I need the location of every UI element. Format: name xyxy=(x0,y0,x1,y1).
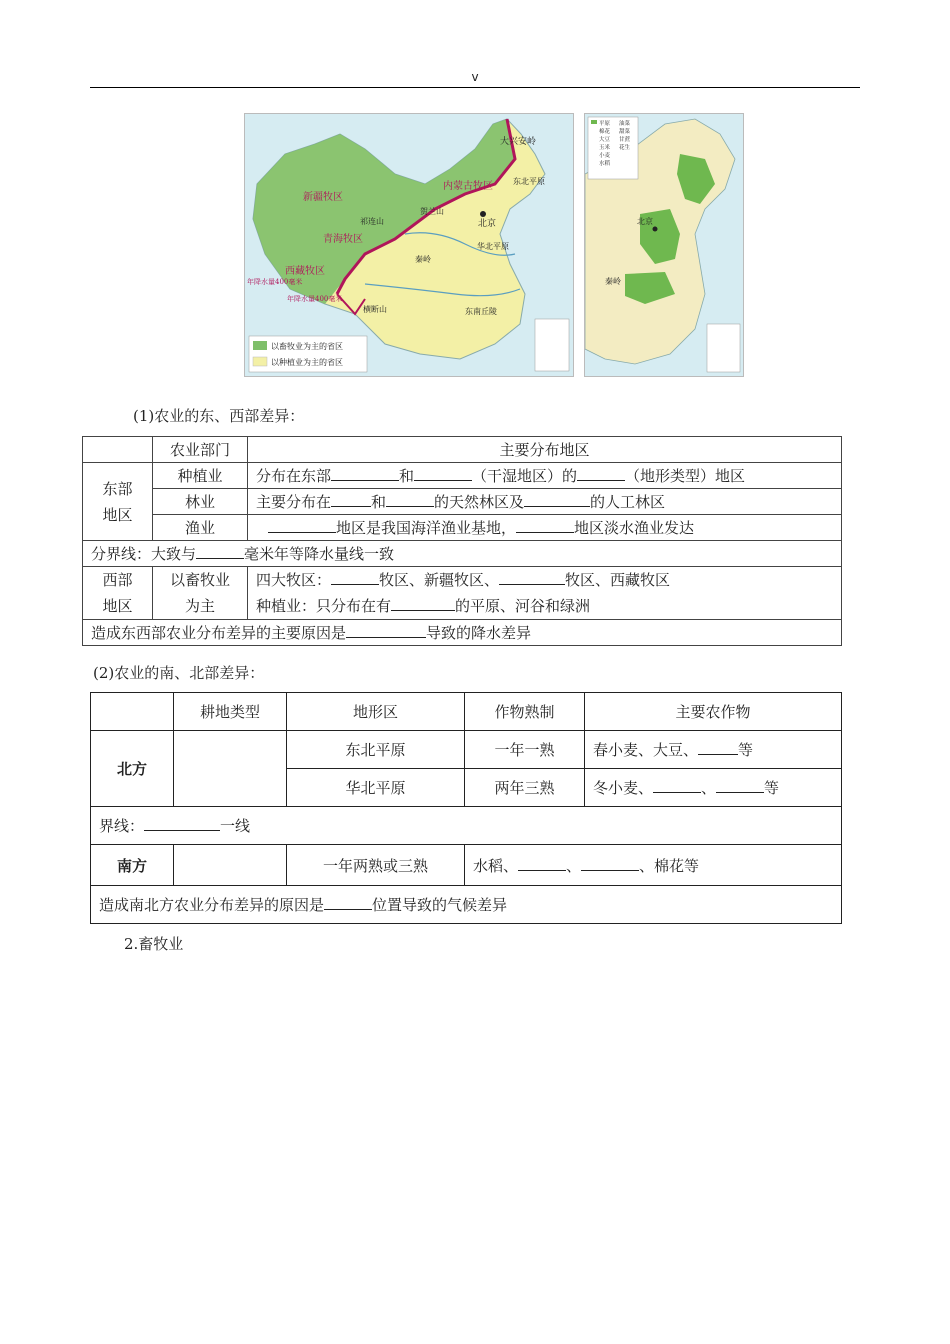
system-cell: 一年一熟 xyxy=(465,731,585,769)
region-label: 新疆牧区 xyxy=(303,192,343,203)
south-sea-inset xyxy=(535,319,569,371)
text: （干湿地区）的 xyxy=(472,467,578,485)
crops-cell xyxy=(465,845,842,886)
header-cell: 耕地类型 xyxy=(174,693,287,731)
table-row xyxy=(83,620,842,646)
divider-cell xyxy=(83,541,842,567)
text: 牧区、新疆牧区、 xyxy=(379,571,500,589)
blank[interactable] xyxy=(144,816,220,831)
legend-label: 以畜牧业为主的省区 xyxy=(271,342,343,351)
header-rule xyxy=(90,87,860,88)
cause-cell xyxy=(83,620,842,646)
system-cell: 一年两熟或三熟 xyxy=(287,845,465,886)
table-header-row xyxy=(83,437,842,463)
sector-cell: 林业 xyxy=(153,489,248,515)
region-label: 内蒙古牧区 xyxy=(443,181,493,192)
legend-label: 甘蔗 xyxy=(619,137,631,143)
table-row xyxy=(83,489,842,515)
text: 冬小麦、 xyxy=(593,779,654,797)
blank[interactable] xyxy=(518,856,566,871)
text: 分布在东部 xyxy=(256,467,332,485)
text: 等 xyxy=(764,779,780,797)
table-row xyxy=(83,463,842,489)
isohyet-label: 年降水量400毫米 xyxy=(247,278,303,286)
legend-label: 花生 xyxy=(619,145,631,151)
crop-distribution-map xyxy=(584,113,744,377)
blank[interactable] xyxy=(499,570,565,585)
header-cell xyxy=(91,693,174,731)
place-label: 华北平原 xyxy=(477,242,509,251)
blank[interactable] xyxy=(516,518,574,533)
text: 、棉花等 xyxy=(639,856,700,875)
crops-cell xyxy=(585,769,842,807)
west-label-line1: 西部 xyxy=(102,571,133,589)
isohyet-label: 年降水量400毫米 xyxy=(287,295,343,303)
legend-label: 小麦 xyxy=(599,153,611,159)
legend-label: 平原 xyxy=(599,121,611,127)
east-west-table xyxy=(82,436,842,646)
legend-swatch-pastoral xyxy=(253,341,267,350)
west-sector-line2: 为主 xyxy=(184,597,215,615)
blank[interactable] xyxy=(331,492,371,507)
place-label: 东南丘陵 xyxy=(465,307,497,316)
place-label: 北京 xyxy=(637,217,653,226)
text: 和 xyxy=(371,493,387,511)
boundary-cell xyxy=(91,807,842,845)
east-label xyxy=(83,463,153,541)
text: 造成南北方农业分布差异的原因是 xyxy=(99,896,325,914)
header-mark: v xyxy=(471,70,479,84)
legend-label: 油菜 xyxy=(619,121,631,127)
text: 一线 xyxy=(220,817,251,835)
text: 的平原、河谷和绿洲 xyxy=(455,597,591,615)
place-label: 秦岭 xyxy=(605,277,621,286)
south-sea-inset xyxy=(707,324,740,372)
text: 位置导致的气候差异 xyxy=(372,896,508,914)
east-label-line1: 东部 xyxy=(102,479,133,498)
west-label-line2: 地区 xyxy=(102,597,133,615)
blank[interactable] xyxy=(391,596,455,611)
legend-label: 棉花 xyxy=(599,129,611,135)
text: 、 xyxy=(566,856,582,875)
text: 界线： xyxy=(99,817,145,835)
cause-cell xyxy=(91,886,842,924)
text: 主要分布在 xyxy=(256,493,332,511)
legend-label: 以种植业为主的省区 xyxy=(271,358,343,367)
sector-cell xyxy=(153,567,248,620)
blank[interactable] xyxy=(268,518,336,533)
blank[interactable] xyxy=(331,466,399,481)
west-label xyxy=(83,567,153,620)
distribution-cell xyxy=(248,567,842,620)
distribution-cell xyxy=(248,463,842,489)
text: （地形类型）地区 xyxy=(625,467,746,485)
legend-label: 大豆 xyxy=(599,137,611,143)
table-row xyxy=(91,886,842,924)
section3-title: 2.畜牧业 xyxy=(124,935,184,953)
table-row xyxy=(83,567,842,620)
text: 牧区、西藏牧区 xyxy=(565,571,671,589)
header-cell: 主要农作物 xyxy=(585,693,842,731)
north-label: 北方 xyxy=(91,731,174,807)
text: 导致的降水差异 xyxy=(426,624,532,642)
blank[interactable] xyxy=(324,895,372,910)
table-row xyxy=(91,731,842,769)
region-cell: 华北平原 xyxy=(287,769,465,807)
text: 等 xyxy=(738,741,754,759)
blank[interactable] xyxy=(196,544,244,559)
text: 造成东西部农业分布差异的主要原因是 xyxy=(91,624,347,642)
crops-cell xyxy=(585,731,842,769)
table-row xyxy=(83,515,842,541)
place-label: 贺兰山 xyxy=(420,207,444,216)
beijing-marker xyxy=(480,211,486,217)
text: 的人工林区 xyxy=(590,493,666,511)
legend-label: 甜菜 xyxy=(619,129,631,135)
blank[interactable] xyxy=(716,778,764,793)
blank[interactable] xyxy=(653,778,701,793)
text: 地区是我国海洋渔业基地， xyxy=(336,519,517,537)
place-label: 大兴安岭 xyxy=(500,137,537,147)
place-label: 横断山 xyxy=(363,305,387,314)
section2-title: (2)农业的南、北部差异： xyxy=(93,664,265,682)
west-sector-line1: 以畜牧业 xyxy=(169,571,230,589)
blank[interactable] xyxy=(414,466,472,481)
text: 水稻、 xyxy=(473,856,519,875)
header-cell: 地形区 xyxy=(287,693,465,731)
blank[interactable] xyxy=(524,492,590,507)
legend-label: 玉米 xyxy=(599,145,611,151)
table-header-row xyxy=(91,693,842,731)
sector-cell: 种植业 xyxy=(153,463,248,489)
header-cell: 主要分布地区 xyxy=(248,437,842,463)
place-label: 祁连山 xyxy=(360,217,384,226)
header-cell xyxy=(83,437,153,463)
header-cell: 农业部门 xyxy=(153,437,248,463)
blank[interactable] xyxy=(386,492,434,507)
blank[interactable] xyxy=(577,466,625,481)
text: 种植业：只分布在有 xyxy=(256,597,392,615)
place-label: 东北平原 xyxy=(513,177,545,186)
blank[interactable] xyxy=(331,570,379,585)
land-type-cell[interactable] xyxy=(174,731,287,807)
region-cell: 东北平原 xyxy=(287,731,465,769)
system-cell: 两年三熟 xyxy=(465,769,585,807)
region-label: 西藏牧区 xyxy=(285,266,325,277)
map-legend xyxy=(588,117,638,179)
distribution-cell xyxy=(248,489,842,515)
text: 地区淡水渔业发达 xyxy=(574,519,695,537)
table-row xyxy=(83,541,842,567)
text: 的天然林区及 xyxy=(434,493,525,511)
beijing-marker xyxy=(653,227,658,232)
distribution-cell xyxy=(248,515,842,541)
east-label-line2: 地区 xyxy=(102,505,133,524)
section1-title: (1)农业的东、西部差异： xyxy=(133,407,305,425)
table-row xyxy=(91,807,842,845)
text: 、 xyxy=(701,779,717,797)
legend-swatch-farming xyxy=(253,357,267,366)
table-row xyxy=(91,845,842,886)
legend-swatch-plain xyxy=(591,120,597,124)
china-agriculture-map xyxy=(244,113,574,377)
text: 分界线：大致与 xyxy=(91,545,197,563)
text: 和 xyxy=(399,467,415,485)
sector-cell: 渔业 xyxy=(153,515,248,541)
text: 四大牧区： xyxy=(256,571,332,589)
header-cell: 作物熟制 xyxy=(465,693,585,731)
blank[interactable] xyxy=(698,740,738,755)
text: 春小麦、大豆、 xyxy=(593,741,699,759)
blank[interactable] xyxy=(346,623,426,638)
south-label: 南方 xyxy=(91,845,174,886)
north-south-table xyxy=(90,692,842,924)
legend-label: 水稻 xyxy=(599,161,611,167)
text: 毫米年等降水量线一致 xyxy=(244,545,395,563)
place-label: 秦岭 xyxy=(415,255,431,264)
region-label: 青海牧区 xyxy=(323,234,363,245)
land-type-cell[interactable] xyxy=(174,845,287,886)
place-label: 北京 xyxy=(478,219,497,229)
blank[interactable] xyxy=(581,856,639,871)
